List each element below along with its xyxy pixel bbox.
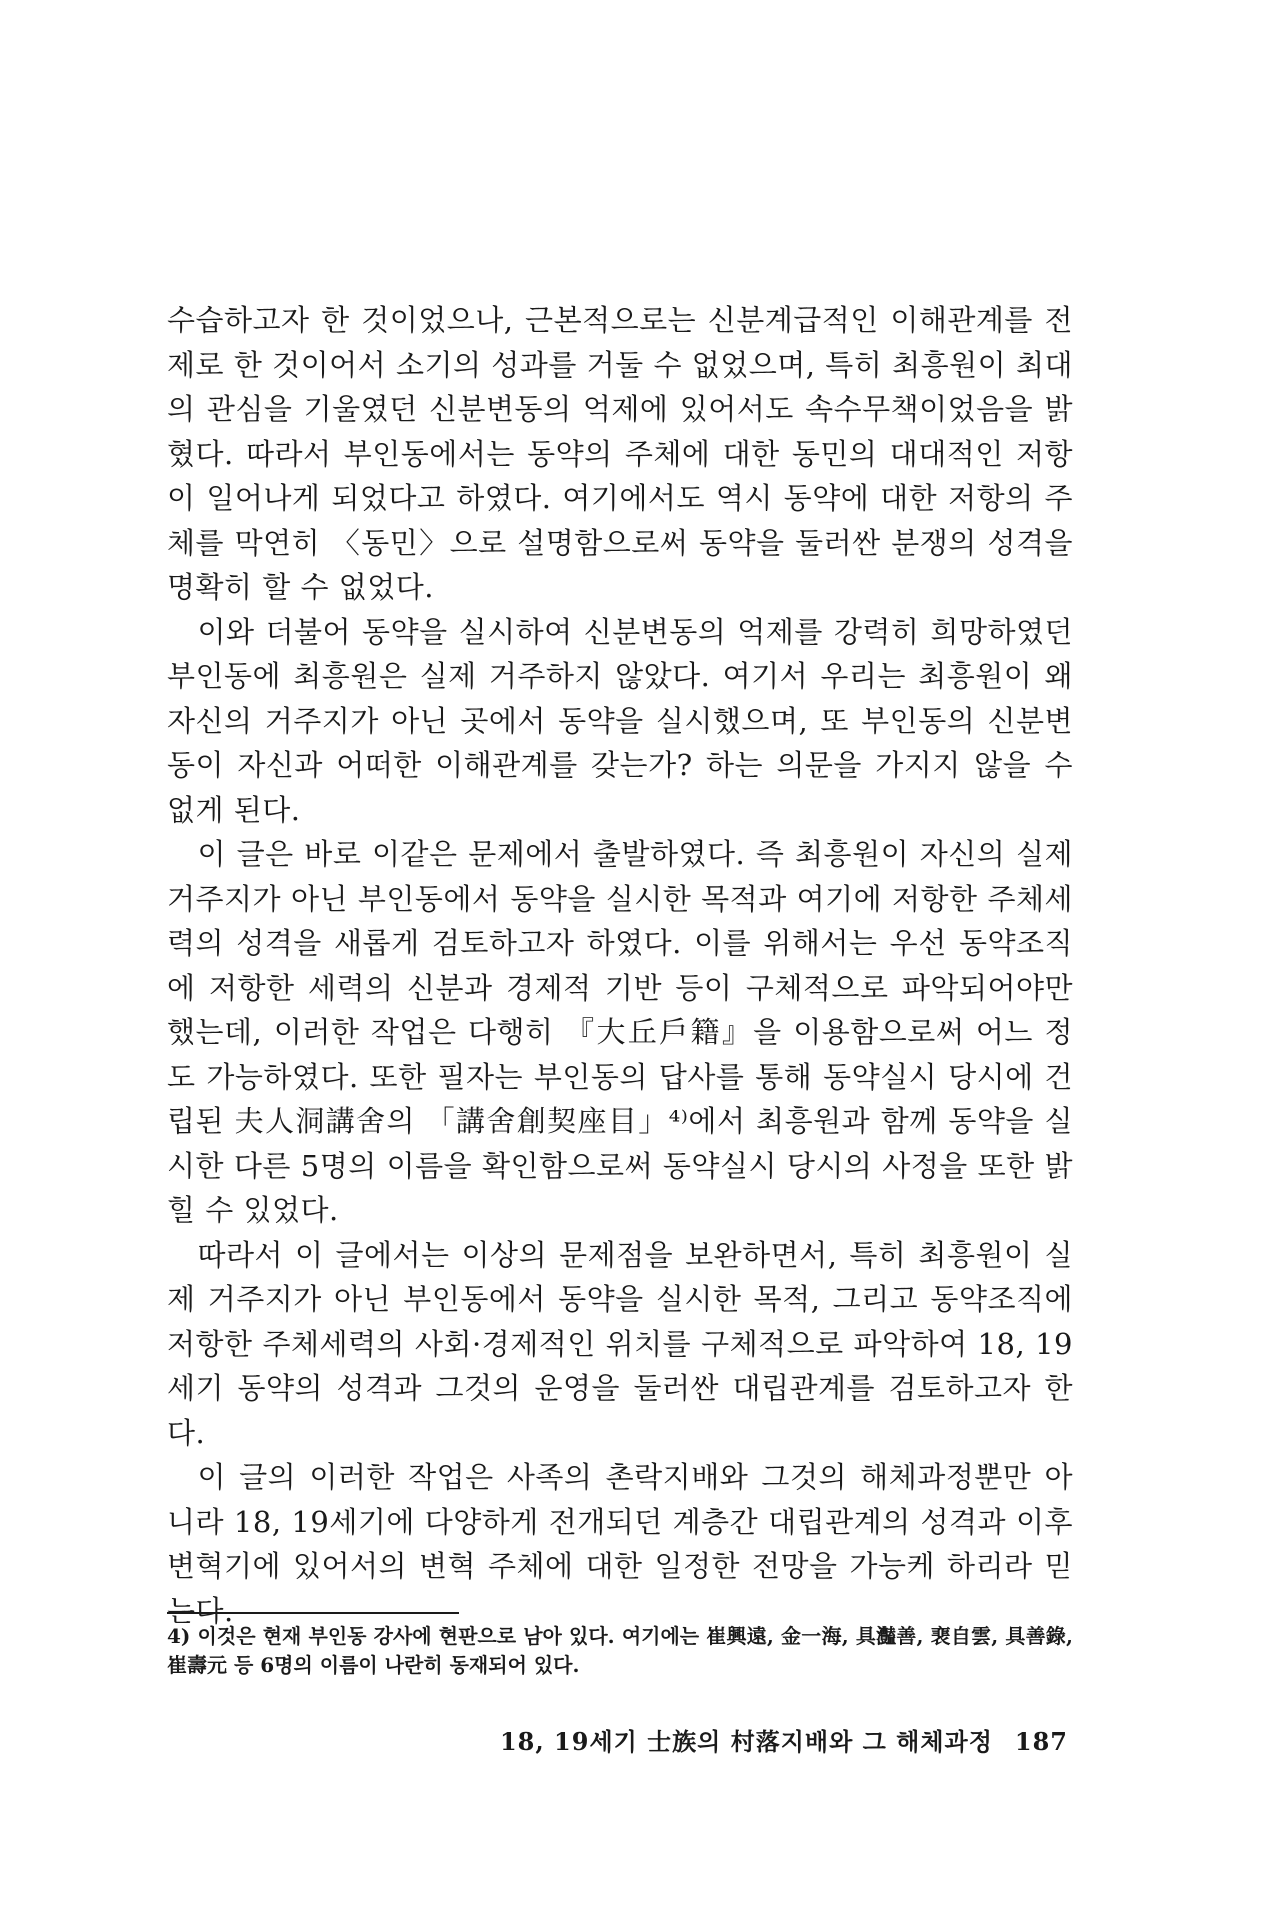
- body-text: [167, 298, 1073, 1633]
- paragraph-5: 이 글의 이러한 작업은 사족의 촌락지배와 그것의 해체과정뿐만 아니라 18, 19세기에 다양하게 전개되던 계층간 대립관계의 성격과 이후 변혁기에 있어서의 변혁 주체에 대한 일정한 전망을 가능케 하리라 믿는다.: [167, 1460, 1073, 1628]
- paragraph-2: 이와 더불어 동약을 실시하여 신분변동의 억제를 강력히 희망하였던 부인동에 최흥원은 실제 거주하지 않았다. 여기서 우리는 최흥원이 왜 자신의 거주지가 아닌 곳에서 동약을 실시했으며, 또 부인동의 신분변동이 자신과 어떠한 이해관계를 갖는가? 하는 의문을 가지지 않을 수 없게 된다.: [167, 614, 1073, 827]
- paragraph-3: 이 글은 바로 이같은 문제에서 출발하였다. 즉 최흥원이 자신의 실제 거주지가 아닌 부인동에서 동약을 실시한 목적과 여기에 저항한 주체세력의 성격을 새롭게 검토하고자 하였다. 이를 위해서는 우선 동약조직에 저항한 세력의 신분과 경제적 기반 등이 구체적으로 파악되어야만 했는데, 이러한 작업은 다행히 『大丘戶籍』을 이용함으로써 어느 정도 가능하였다. 또한 필자는 부인동의 답사를 통해 동약실시 당시에 건립된 夫人洞講舍의 「講舍創契座目」⁴⁾에서 최흥원과 함께 동약을 실시한 다른 5명의 이름을 확인함으로써 동약실시 당시의 사정을 또한 밝힐 수 있었다.: [167, 837, 1073, 1227]
- paragraph-4: 따라서 이 글에서는 이상의 문제점을 보완하면서, 특히 최흥원이 실제 거주지가 아닌 부인동에서 동약을 실시한 목적, 그리고 동약조직에 저항한 주체세력의 사회·경제적인 위치를 구체적으로 파악하여 18, 19세기 동약의 성격과 그것의 운영을 둘러싼 대립관계를 검토하고자 한다.: [167, 1237, 1073, 1450]
- running-footer: [500, 1722, 1068, 1757]
- paragraph-1: 수습하고자 한 것이었으나, 근본적으로는 신분계급적인 이해관계를 전제로 한 것이어서 소기의 성과를 거둘 수 없었으며, 특히 최흥원이 최대의 관심을 기울였던 신분변동의 억제에 있어서도 속수무책이었음을 밝혔다. 따라서 부인동에서는 동약의 주체에 대한 동민의 대대적인 저항이 일어나게 되었다고 하였다. 여기에서도 역시 동약에 대한 저항의 주체를 막연히 〈동민〉으로 설명함으로써 동약을 둘러싼 분쟁의 성격을 명확히 할 수 없었다.: [167, 303, 1073, 604]
- footnote-4: 4) 이것은 현재 부인동 강사에 현판으로 남아 있다. 여기에는 崔興遠, 金一海, 具灎善, 裵自雲, 具善錄, 崔壽元 등 6명의 이름이 나란히 동재되어 있다.: [167, 1624, 1073, 1677]
- page-number: 187: [1014, 1727, 1068, 1756]
- running-title: 18, 19세기 士族의 村落지배와 그 해체과정: [499, 1727, 993, 1756]
- footnote-divider: [167, 1612, 459, 1614]
